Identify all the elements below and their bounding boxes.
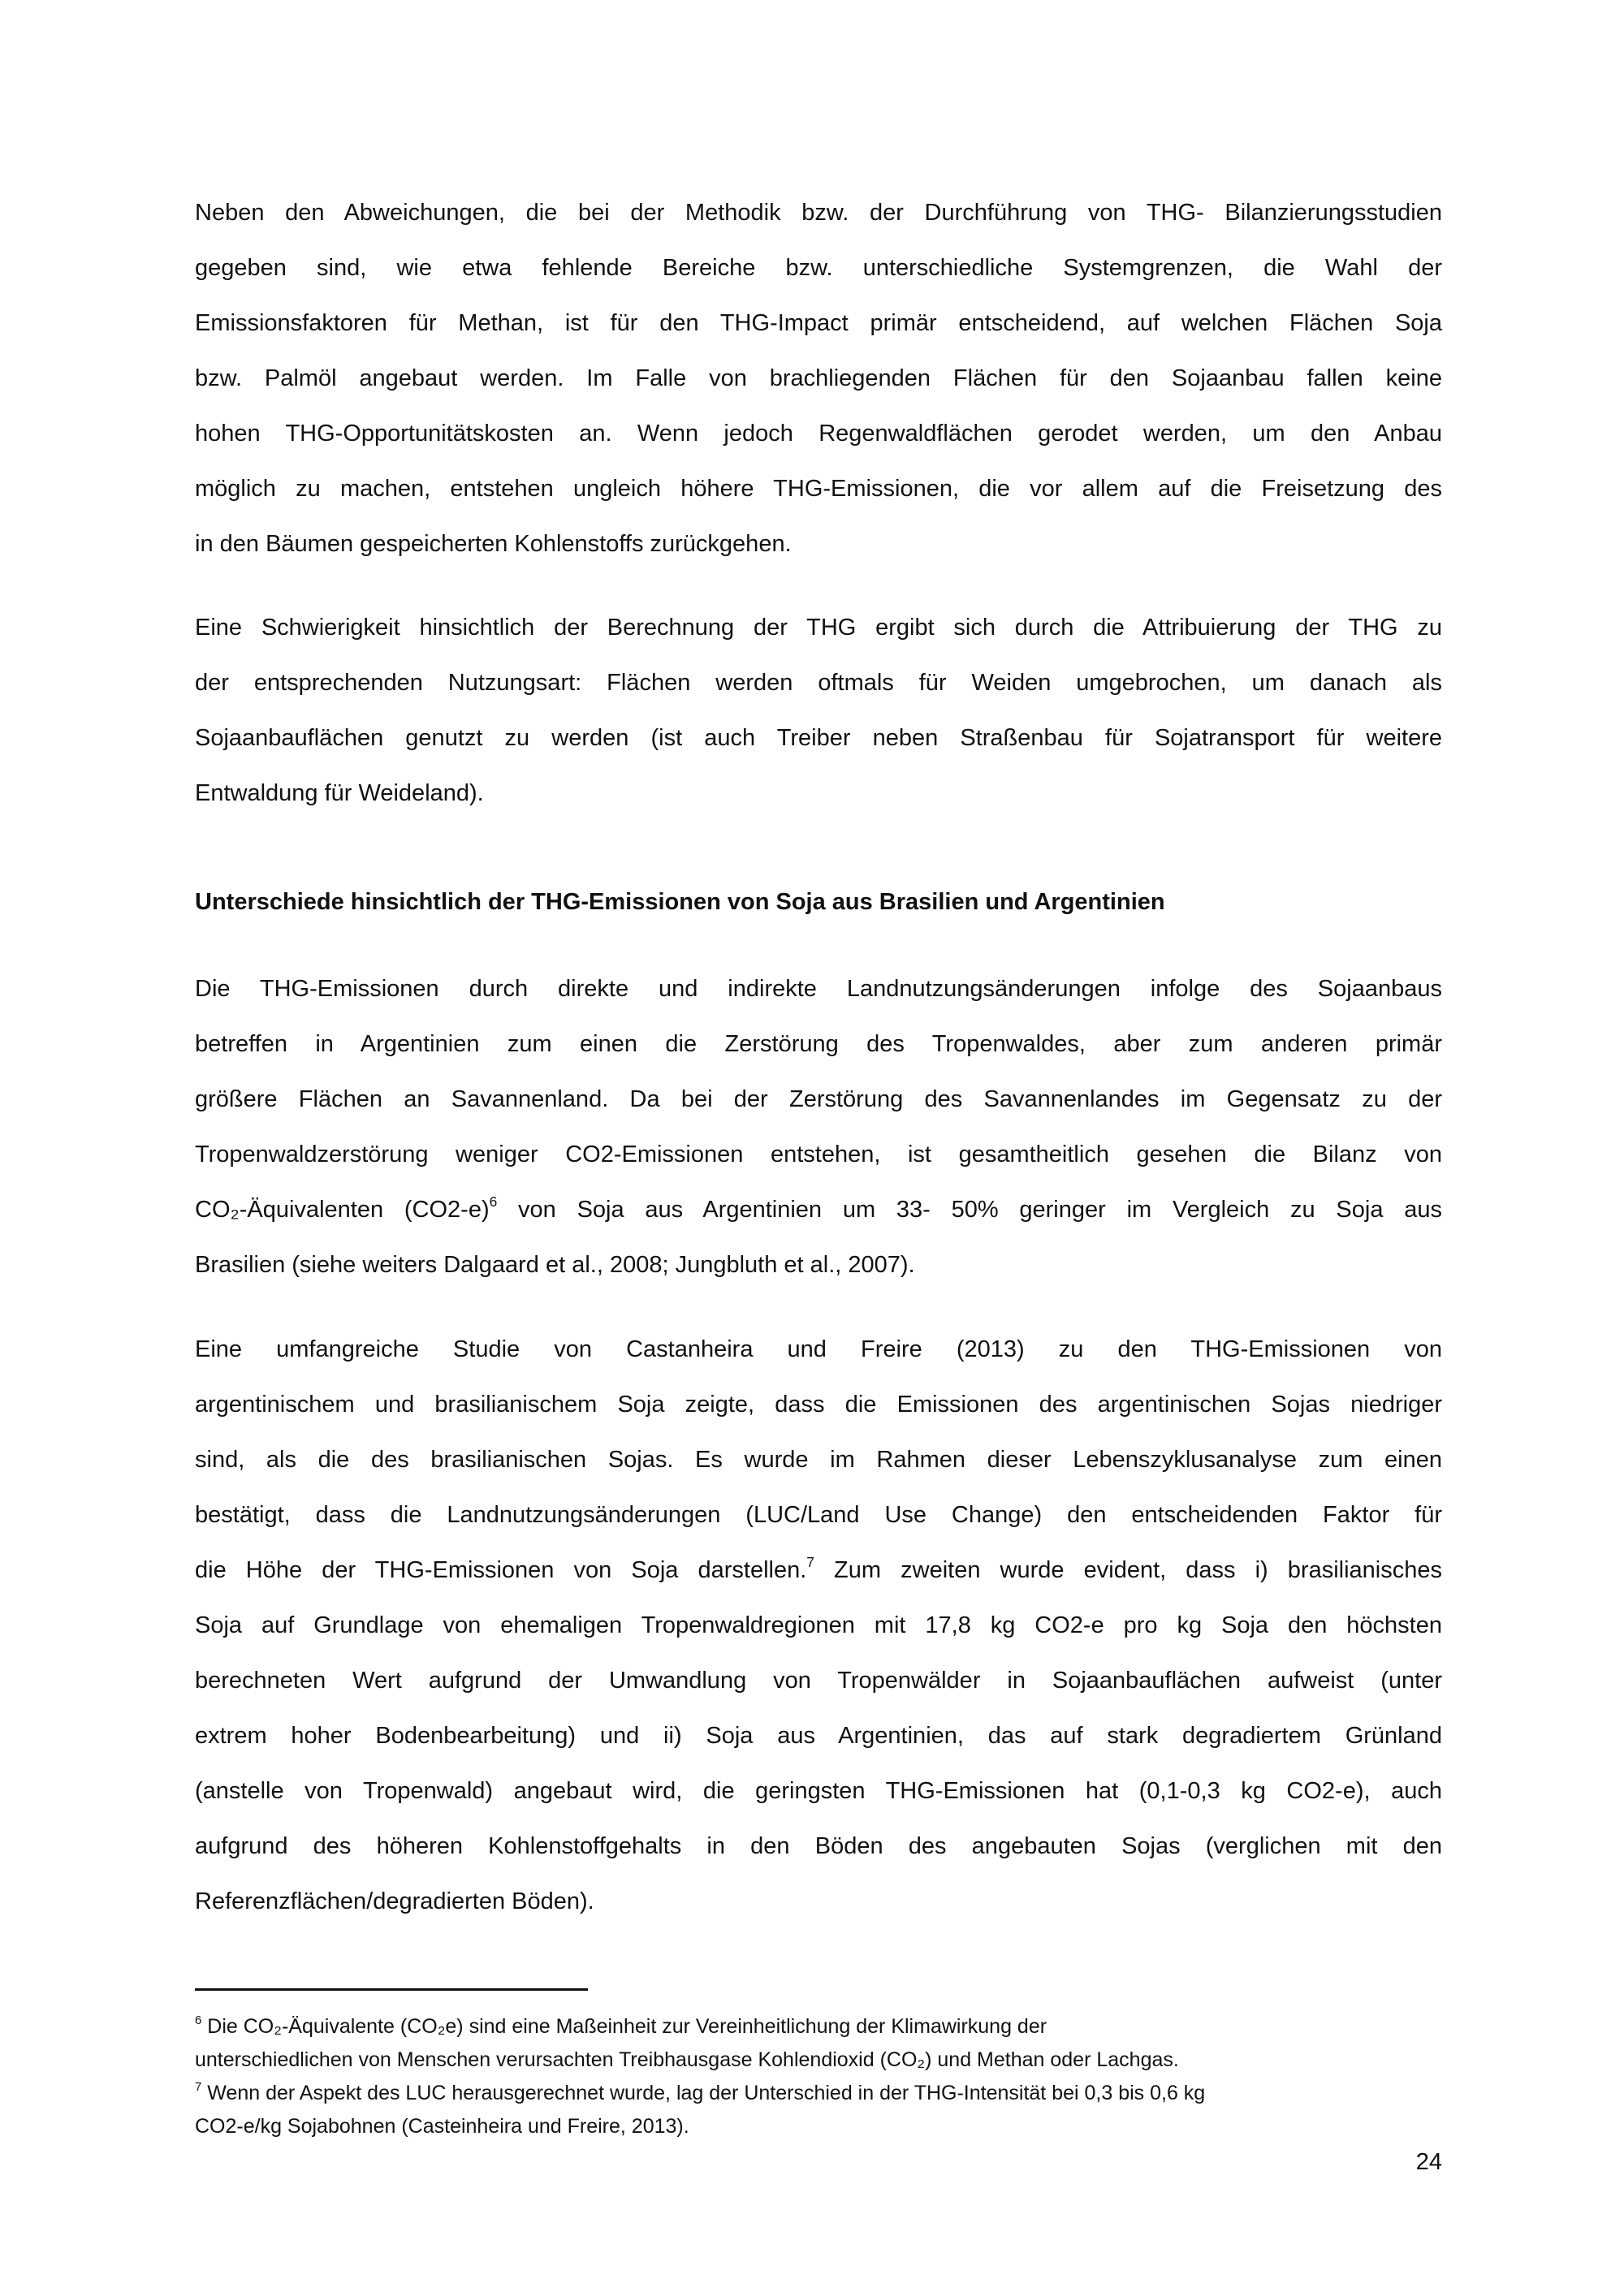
text-line: Die THG-Emissionen durch direkte und indirekte Landnutzungsänderungen infolge des Sojaanbaus <box>195 976 1442 1002</box>
text-line: Referenzflächen/degradierten Böden). <box>195 1888 594 1914</box>
text-line: argentinischem und brasilianischem Soja zeigte, dass die Emissionen des argentinischen Sojas niedriger <box>195 1392 1442 1418</box>
text-line: bestätigt, dass die Landnutzungsänderungen (LUC/Land Use Change) den entscheidenden Faktor für <box>195 1502 1442 1528</box>
text-line: Sojaanbauflächen genutzt zu werden (ist auch Treiber neben Straßenbau für Sojatransport für weitere <box>195 725 1442 751</box>
text-line <box>195 1182 1442 1237</box>
paragraph-3 <box>195 961 1442 1293</box>
text-fragment: von Soja aus Argentinien um 33- 50% geringer im Vergleich zu Soja aus <box>497 1197 1442 1223</box>
text-line: unterschiedlichen von Menschen verursachten Treibhausgase Kohlendioxid (CO₂) und Methan oder Lachgas. <box>195 2048 1179 2071</box>
text-fragment: Wenn der Aspekt des LUC herausgerechnet wurde, lag der Unterschied in der THG-Intensität bei 0,3 bis 0,6 kg <box>201 2082 1206 2104</box>
footnote-6 <box>195 2010 1442 2077</box>
footnote-marker: 6 <box>195 2013 202 2027</box>
paragraph-4 <box>195 1322 1442 1929</box>
footnote-separator <box>195 1988 588 1991</box>
text-line <box>195 2010 1442 2044</box>
text-line: betreffen in Argentinien zum einen die Zerstörung des Tropenwaldes, aber zum anderen primär <box>195 1031 1442 1057</box>
text-line: Neben den Abweichungen, die bei der Methodik bzw. der Durchführung von THG- Bilanzierungsstudien <box>195 200 1442 226</box>
page-number: 24 <box>1415 2149 1442 2175</box>
text-line <box>195 2077 1442 2110</box>
text-line: Entwaldung für Weideland). <box>195 780 484 806</box>
text-line: Soja auf Grundlage von ehemaligen Tropenwaldregionen mit 17,8 kg CO2-e pro kg Soja den höchsten <box>195 1612 1442 1638</box>
paragraph-1 <box>195 185 1442 572</box>
text-line: sind, als die des brasilianischen Sojas. Es wurde im Rahmen dieser Lebenszyklusanalyse zum einen <box>195 1447 1442 1473</box>
text-line: CO2-e/kg Sojabohnen (Casteinheira und Freire, 2013). <box>195 2115 689 2138</box>
text-line: größere Flächen an Savannenland. Da bei der Zerstörung des Savannenlandes im Gegensatz zu der <box>195 1086 1442 1112</box>
text-line: (anstelle von Tropenwald) angebaut wird, die geringsten THG-Emissionen hat (0,1-0,3 kg CO2-e), auch <box>195 1778 1442 1804</box>
text-line: berechneten Wert aufgrund der Umwandlung von Tropenwälder in Sojaanbauflächen aufweist (unter <box>195 1668 1442 1694</box>
text-line: extrem hoher Bodenbearbeitung) und ii) Soja aus Argentinien, das auf stark degradiertem Grünland <box>195 1723 1442 1749</box>
text-line: Eine Schwierigkeit hinsichtlich der Berechnung der THG ergibt sich durch die Attribuierung der THG zu <box>195 615 1442 641</box>
text-line: Eine umfangreiche Studie von Castanheira und Freire (2013) zu den THG-Emissionen von <box>195 1336 1442 1362</box>
text-line: gegeben sind, wie etwa fehlende Bereiche bzw. unterschiedliche Systemgrenzen, die Wahl der <box>195 255 1442 281</box>
footnote-marker: 7 <box>195 2079 202 2094</box>
text-line <box>195 1543 1442 1598</box>
text-fragment: die Höhe der THG-Emissionen von Soja darstellen. <box>195 1557 807 1583</box>
paragraph-2 <box>195 600 1442 821</box>
text-line: der entsprechenden Nutzungsart: Flächen werden oftmals für Weiden umgebrochen, um danach als <box>195 670 1442 696</box>
text-line: in den Bäumen gespeicherten Kohlenstoffs zurückgehen. <box>195 531 792 557</box>
text-fragment: Zum zweiten wurde evident, dass i) brasilianisches <box>814 1557 1442 1583</box>
footnote-marker: 6 <box>489 1193 498 1210</box>
text-fragment: CO₂-Äquivalenten (CO2-e) <box>195 1197 490 1223</box>
text-line: bzw. Palmöl angebaut werden. Im Falle von brachliegenden Flächen für den Sojaanbau fallen keine <box>195 365 1442 391</box>
text-line: Tropenwaldzerstörung weniger CO2-Emissionen entstehen, ist gesamtheitlich gesehen die Bilanz von <box>195 1142 1442 1167</box>
text-line: hohen THG-Opportunitätskosten an. Wenn jedoch Regenwaldflächen gerodet werden, um den Anbau <box>195 421 1442 447</box>
text-line: Emissionsfaktoren für Methan, ist für den THG-Impact primär entscheidend, auf welchen Flächen Soja <box>195 310 1442 336</box>
text-line: möglich zu machen, entstehen ungleich höhere THG-Emissionen, die vor allem auf die Freisetzung des <box>195 476 1442 502</box>
section-heading: Unterschiede hinsichtlich der THG-Emissionen von Soja aus Brasilien und Argentinien <box>195 889 1165 915</box>
text-line: aufgrund des höheren Kohlenstoffgehalts in den Böden des angebauten Sojas (verglichen mit den <box>195 1833 1442 1859</box>
footnote-marker: 7 <box>806 1553 814 1570</box>
text-fragment: Die CO₂-Äquivalente (CO₂e) sind eine Maßeinheit zur Vereinheitlichung der Klimawirkung der <box>201 2015 1047 2038</box>
footnote-7 <box>195 2077 1442 2143</box>
text-line: Brasilien (siehe weiters Dalgaard et al., 2008; Jungbluth et al., 2007). <box>195 1252 915 1278</box>
